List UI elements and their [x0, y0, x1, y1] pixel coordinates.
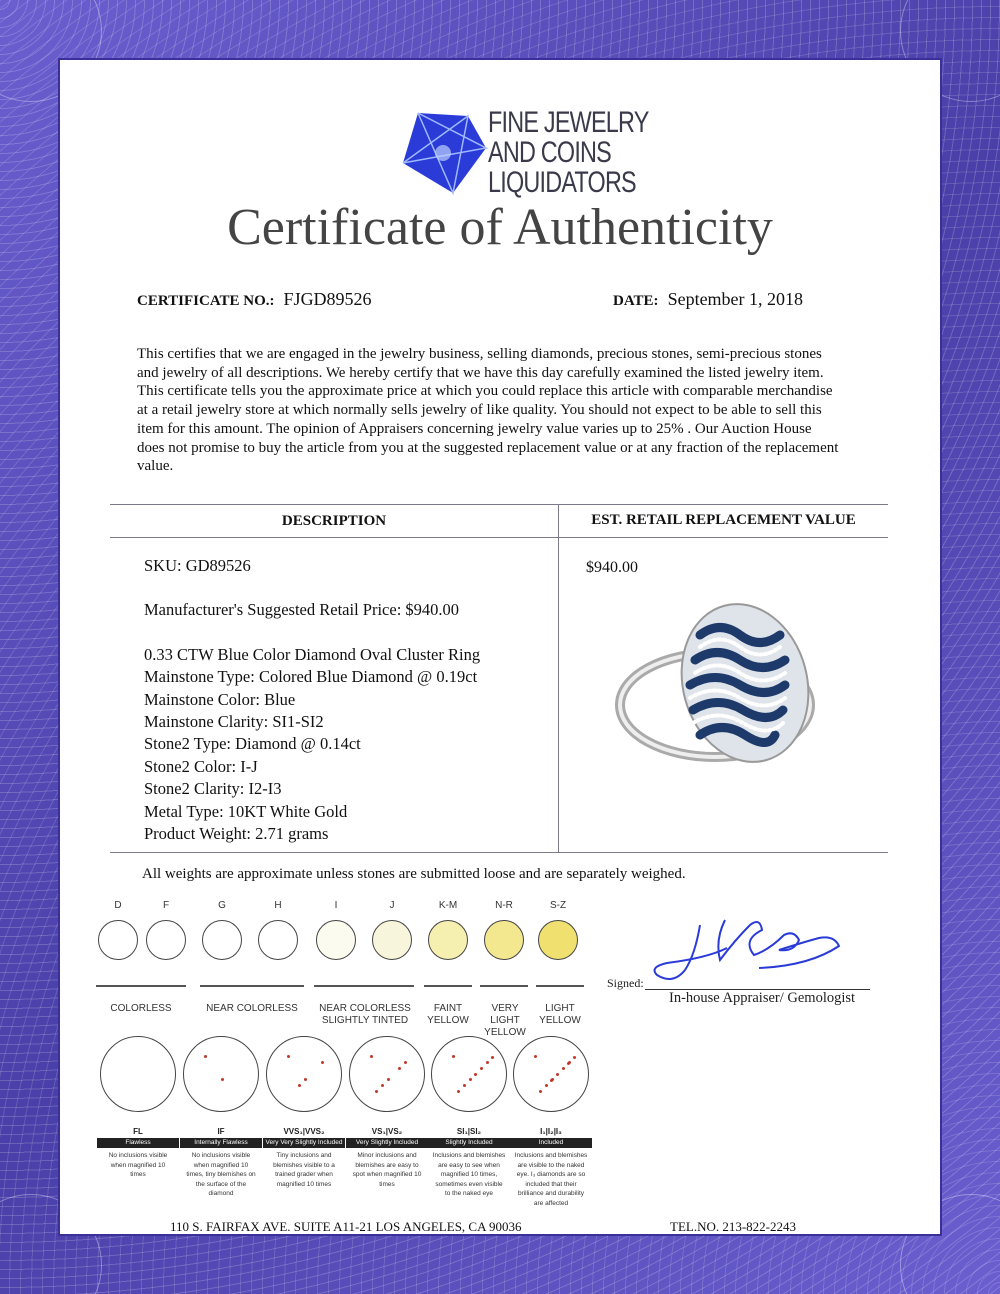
- clarity-description-line: Inclusions and blemishes: [432, 1152, 506, 1159]
- description-header: DESCRIPTION: [281, 513, 387, 529]
- inclusion-mark: [457, 1090, 460, 1093]
- detail-line: Mainstone Type: Colored Blue Diamond @ 0.19ct: [144, 667, 478, 687]
- color-grade-letter: K-M: [438, 900, 458, 911]
- clarity-description-line: Tiny inclusions and: [276, 1152, 332, 1159]
- signed-label: Signed:: [607, 976, 644, 990]
- color-grade-letter: N-R: [495, 900, 513, 911]
- clarity-name: Very Very Slightly Included: [263, 1138, 345, 1148]
- brand-line: LIQUIDATORS: [488, 166, 636, 199]
- color-group-label-line: SLIGHTLY TINTED: [321, 1015, 409, 1026]
- gem-logo-icon: [398, 108, 488, 198]
- clarity-description: [180, 1151, 262, 1199]
- color-grade-diamond-icon: [484, 920, 524, 960]
- color-group-label-line: YELLOW: [484, 1027, 526, 1038]
- clarity-description: [428, 1151, 510, 1199]
- inclusion-mark: [381, 1084, 384, 1087]
- date-label: DATE:: [613, 293, 659, 309]
- msrp: Manufacturer's Suggested Retail Price: $940.00: [144, 600, 460, 620]
- certificate-number: [137, 289, 372, 310]
- clarity-name: Flawless: [97, 1138, 179, 1148]
- color-group-bracket: [480, 985, 528, 987]
- certificate-date: [613, 289, 803, 310]
- inclusion-mark: [287, 1055, 290, 1058]
- clarity-description-line: sometimes even visible: [435, 1180, 503, 1188]
- color-grade-diamond-icon: [316, 920, 356, 960]
- color-group-label: [200, 1003, 304, 1015]
- detail-line: 0.33 CTW Blue Color Diamond Oval Cluster Ring: [144, 644, 481, 664]
- inclusion-mark: [304, 1078, 307, 1081]
- sku: SKU: GD89526: [144, 556, 251, 575]
- inclusion-mark: [398, 1067, 401, 1070]
- inclusion-mark: [573, 1056, 576, 1059]
- inclusion-mark: [370, 1055, 373, 1058]
- color-group-label: [476, 1003, 534, 1039]
- color-grade-letter: J: [389, 900, 395, 911]
- inclusion-mark: [221, 1078, 224, 1081]
- inclusion-mark: [550, 1079, 553, 1082]
- clarity-description-line: Minor inclusions and: [357, 1152, 417, 1159]
- inclusion-mark: [534, 1055, 537, 1058]
- clarity-description-line: blemishes are easy to: [355, 1161, 419, 1169]
- color-group-bracket: [96, 985, 186, 987]
- value-header: EST. RETAIL REPLACEMENT VALUE: [591, 512, 856, 528]
- clarity-description-line: spot when magnified 10: [352, 1171, 422, 1178]
- inclusion-mark: [452, 1055, 455, 1058]
- clarity-description-line: when magnified 10: [110, 1161, 166, 1169]
- color-group-label: [532, 1003, 588, 1027]
- color-grade-diamond-icon: [202, 920, 242, 960]
- color-group-label: [98, 1003, 184, 1015]
- table-border: [110, 504, 888, 505]
- color-group-label-line: FAINT: [433, 1003, 463, 1014]
- inclusion-mark: [321, 1061, 324, 1064]
- color-grade-letter: F: [162, 900, 170, 911]
- detail-line: Mainstone Clarity: SI1-SI2: [144, 712, 324, 732]
- color-grade-diamond-icon: [258, 920, 298, 960]
- date-value: September 1, 2018: [667, 289, 804, 309]
- brand-line: AND COINS: [488, 136, 611, 169]
- color-group-label-line: NEAR COLORLESS: [206, 1003, 298, 1014]
- intro-line: and jewelry of all descriptions. We hereby certify that we have this day carefully examined the listed jewelry item.: [137, 364, 824, 381]
- intro-line: item for this amount. The opinion of Appraisers concerning jewelry value varies up to 25% . Our Auction House: [137, 420, 812, 437]
- color-group-bracket: [200, 985, 304, 987]
- detail-line: Mainstone Color: Blue: [144, 689, 296, 709]
- inclusion-mark: [556, 1073, 559, 1076]
- appraiser-title: In-house Appraiser/ Gemologist: [669, 990, 856, 1006]
- color-grade-diamond-icon: [372, 920, 412, 960]
- inclusion-mark: [204, 1055, 207, 1058]
- intro-line: does not promise to buy the article from you at the suggested replacement value or at any fraction of the replacement: [137, 439, 839, 456]
- clarity-diamond-icon: [183, 1036, 259, 1112]
- clarity-description-line: No inclusions visible: [191, 1152, 251, 1159]
- brand-line: FINE JEWELRY: [488, 106, 649, 139]
- brand-name: [488, 108, 694, 198]
- inclusion-mark: [486, 1061, 489, 1064]
- clarity-description-line: are visible to the naked: [517, 1161, 585, 1169]
- clarity-description-line: when magnified 10: [193, 1161, 249, 1169]
- intro-line: This certificate tells you the approximate price at which you could replace this article with comparable merchandise: [137, 383, 833, 400]
- clarity-name: Internally Flawless: [180, 1138, 262, 1148]
- clarity-description-line: are affected: [533, 1199, 569, 1207]
- inclusion-mark: [387, 1078, 390, 1081]
- clarity-diamond-icon: [349, 1036, 425, 1112]
- clarity-description-line: brilliance and durability: [517, 1190, 585, 1197]
- clarity-description-line: times: [379, 1180, 395, 1188]
- clarity-description: [263, 1151, 345, 1189]
- clarity-description-line: magnified 10 times,: [440, 1171, 498, 1178]
- color-group-label-line: YELLOW: [539, 1015, 581, 1026]
- inclusion-mark: [463, 1084, 466, 1087]
- clarity-description-line: included that their: [525, 1180, 577, 1188]
- item-description: [144, 555, 480, 845]
- inclusion-mark: [474, 1073, 477, 1076]
- page-title: Certificate of Authenticity: [227, 199, 773, 256]
- color-group-label-line: VERY LIGHT: [490, 1003, 520, 1026]
- footer-phone: TEL.NO. 213-822-2243: [670, 1219, 797, 1234]
- color-group-label-line: YELLOW: [427, 1015, 469, 1026]
- color-grade-diamond-icon: [98, 920, 138, 960]
- inclusion-mark: [491, 1056, 494, 1059]
- certificate-number-label: CERTIFICATE NO.:: [137, 293, 275, 309]
- inclusion-mark: [404, 1061, 407, 1064]
- inclusion-mark: [375, 1090, 378, 1093]
- detail-line: Product Weight: 2.71 grams: [144, 824, 329, 844]
- clarity-description-line: times: [130, 1171, 146, 1178]
- clarity-name: Slightly Included: [428, 1138, 510, 1148]
- clarity-name: Very Slightly Included: [346, 1138, 428, 1148]
- intro-line: This certifies that we are engaged in the jewelry business, selling diamonds, precious stones, semi-precious stones: [137, 346, 822, 362]
- certificate-number-value: FJGD89526: [283, 289, 372, 309]
- clarity-description-line: eye. I₃ diamonds are so: [516, 1171, 586, 1178]
- detail-line: Stone2 Clarity: I2-I3: [144, 779, 282, 799]
- table-border: [110, 537, 888, 538]
- clarity-description: [510, 1151, 592, 1208]
- signature: [650, 910, 860, 990]
- color-grade-diamond-icon: [146, 920, 186, 960]
- clarity-description-line: times, tiny blemishes on: [186, 1171, 256, 1178]
- detail-line: Stone2 Color: I-J: [144, 756, 258, 776]
- clarity-description-line: Inclusions and blemishes: [514, 1152, 588, 1159]
- footer-address: 110 S. FAIRFAX AVE. SUITE A11-21 LOS ANGELES, CA 90036: [170, 1219, 522, 1234]
- clarity-description-line: diamond: [208, 1190, 234, 1197]
- clarity-description-line: blemishes visible to a: [273, 1161, 335, 1169]
- clarity-description-line: magnified 10 times: [276, 1180, 332, 1188]
- color-grade-letter: D: [114, 900, 122, 911]
- clarity-description-line: are easy to see when: [438, 1161, 500, 1169]
- color-grade-diamond-icon: [428, 920, 468, 960]
- color-group-label-line: COLORLESS: [110, 1003, 172, 1014]
- clarity-code: IF: [217, 1127, 225, 1136]
- color-grade-letter: I: [334, 900, 338, 911]
- clarity-diamond-icon: [100, 1036, 176, 1112]
- color-group-label-line: NEAR COLORLESS: [319, 1003, 411, 1014]
- inclusion-mark: [469, 1078, 472, 1081]
- inclusion-mark: [480, 1067, 483, 1070]
- clarity-code: I₁|I₂|I₃: [540, 1127, 562, 1136]
- clarity-code: VVS₁|VVS₂: [283, 1127, 325, 1136]
- clarity-diamond-icon: [266, 1036, 342, 1112]
- color-group-label: [422, 1003, 474, 1027]
- clarity-diamond-icon: [431, 1036, 507, 1112]
- color-grade-letter: G: [218, 900, 226, 911]
- clarity-code: VS₁|VS₂: [371, 1127, 403, 1136]
- inclusion-mark: [562, 1067, 565, 1070]
- inclusion-mark: [298, 1084, 301, 1087]
- clarity-code: FL: [133, 1127, 143, 1136]
- color-group-bracket: [536, 985, 584, 987]
- replacement-value: $940.00: [586, 559, 638, 576]
- clarity-diamond-icon: [513, 1036, 589, 1112]
- detail-line: Metal Type: 10KT White Gold: [144, 801, 348, 821]
- inclusion-mark: [545, 1084, 548, 1087]
- table-divider: [558, 504, 559, 852]
- inclusion-mark: [539, 1090, 542, 1093]
- color-grade-letter: H: [274, 900, 282, 911]
- clarity-name: Included: [510, 1138, 592, 1148]
- intro-line: at a retail jewelry store at which normally sells jewelry of like quality. You should not expect to be able to sell this: [137, 402, 822, 419]
- detail-line: Stone2 Type: Diamond @ 0.14ct: [144, 734, 361, 754]
- clarity-description-line: trained grader when: [275, 1171, 333, 1178]
- table-border: [110, 852, 888, 853]
- ring-photo: [605, 595, 855, 795]
- color-grade-letter: S-Z: [549, 900, 567, 911]
- intro-paragraph: [137, 345, 877, 476]
- clarity-description: [97, 1151, 179, 1180]
- inclusion-mark: [567, 1062, 570, 1065]
- clarity-code: SI₁|SI₂: [456, 1127, 482, 1136]
- color-grade-diamond-icon: [538, 920, 578, 960]
- clarity-description-line: No inclusions visible: [108, 1152, 168, 1159]
- clarity-description-line: the surface of the: [195, 1180, 247, 1188]
- color-group-label: [310, 1003, 420, 1027]
- clarity-description: [346, 1151, 428, 1189]
- clarity-description-line: to the naked eye: [444, 1190, 494, 1197]
- color-group-bracket: [424, 985, 472, 987]
- weight-note: All weights are approximate unless stones are submitted loose and are separately weighed.: [142, 866, 686, 882]
- intro-line: value.: [137, 458, 174, 475]
- color-group-bracket: [314, 985, 414, 987]
- color-group-label-line: LIGHT: [545, 1003, 575, 1014]
